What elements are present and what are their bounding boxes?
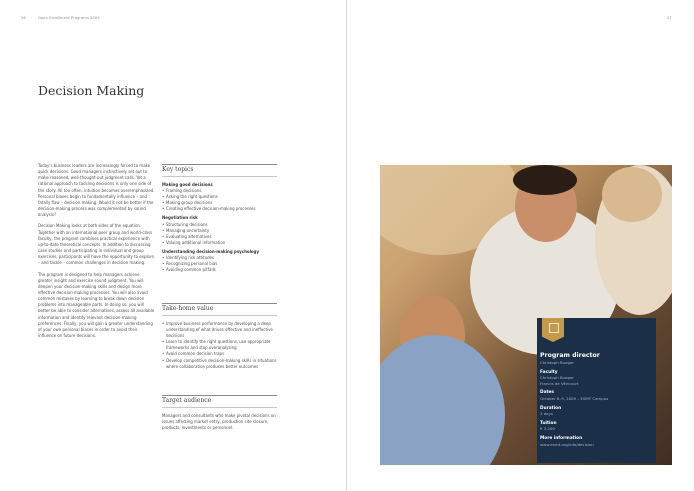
topic-list [162, 188, 277, 212]
list-item: • Structuring decisions [162, 222, 277, 228]
list-item: • Asking the right questions [162, 194, 277, 200]
list-item: • Creating effective decision-making processes [162, 206, 277, 212]
dates-value: October 6–9, 2009 – ESMT Campus [540, 395, 609, 401]
body-paragraph: The program is designed to help managers achieve greater insight and exercise sound judgment. You will deepen your decision-making skills and design more effective decision-making processes. You will also avoid common mistakes by learning to break down decision problems into manageable parts. In doing so, you will better be able to consider alternatives, assess all available information and identify relevant decision-making preferences. Finally, you will gain a greater understanding of your own personal biases in order to avoid their influence on future decisions. [38, 271, 155, 339]
director-title: Program director [540, 352, 600, 359]
body-paragraph: Today's business leaders are increasingly forced to make quick decisions. Good managers instinctively set out to make reasoned, well-thought-out judgment calls. Yet a rational approach to tackling decisions is only one side of the story. All too often, intuition becomes overemphasized. Personal biases begin to fundamentally influence – and fatally flaw – decision making. Would it not be better if the decision-making process was complemented by sound analysis? [38, 163, 155, 218]
list-item: • Evaluating alternatives [162, 234, 277, 240]
more-info-link[interactable]: www.esmt.org/info/decision [540, 441, 594, 447]
dates-label: Dates [540, 390, 554, 396]
duration-label: Duration [540, 405, 562, 411]
take-home-section [162, 303, 277, 370]
duration-value: 3 days [540, 411, 553, 417]
page-title: Decision Making [38, 83, 145, 98]
topic-group-title: Making good decisions [162, 182, 213, 187]
list-item: • Valuing additional information [162, 240, 277, 246]
topic-list [162, 255, 277, 273]
target-audience-section [162, 395, 277, 431]
list-item: • Framing decisions [162, 188, 277, 194]
body-paragraph: Decision Making looks at both sides of the equation. Together with an international peer group and world-class faculty, the program combines practical experience with up-to-date theoretical concepts. In addition to discussing case studies and participating in individual and group exercises, participants will have the opportunity to explore – and tackle – common challenges in decision making. [38, 223, 154, 266]
list-item: • Improve business performance by developing a deep understanding of what drives effective and ineffective decisions [162, 321, 277, 339]
list-item: • Avoiding common pitfalls [162, 267, 277, 273]
list-item: • Learn to identify the right questions, use appropriate frameworks and stop overanalyzing [162, 339, 277, 351]
take-home-heading: Take-home value [162, 303, 277, 316]
key-topics-heading: Key topics [162, 164, 277, 177]
more-info-label: More information [540, 435, 583, 441]
director-name: Christoph Bueger [540, 360, 574, 365]
list-item: • Develop competitive decision-making skills in situations where collaboration produces better outcomes [162, 358, 277, 370]
director-info [540, 352, 652, 447]
faculty-label: Faculty [540, 369, 558, 375]
take-home-list [162, 321, 277, 370]
tuition-label: Tuition [540, 420, 557, 426]
topic-group-title: Understanding decision-making psychology [162, 248, 260, 254]
photo-hair-center [513, 165, 577, 195]
faculty-name: Christoph Bueger [540, 375, 574, 381]
left-page-number: 26 [21, 16, 26, 20]
target-audience-heading: Target audience [162, 395, 277, 408]
topic-group-title: Negotiation risk [162, 215, 198, 221]
list-item: • Recognizing personal bias [162, 261, 277, 267]
list-item: • Identifying risk attitudes [162, 255, 277, 261]
running-header: Open Enrollment Programs 2009 [38, 16, 100, 20]
tuition-value: € 3,200 [540, 426, 555, 432]
target-audience-text: Managers and consultants who make pivotal decisions on issues affecting market entry, production site closure, products, investments or personnel. [162, 413, 276, 431]
key-topics-section [162, 164, 277, 273]
intro-text [38, 163, 155, 344]
faculty-name: Francis de Véricourt [540, 380, 579, 386]
list-item: • Avoid common decision traps [162, 351, 277, 357]
right-page-number: 27 [667, 16, 672, 20]
list-item: • Managing uncertainty [162, 228, 277, 234]
photo-shirt-left [380, 335, 505, 465]
list-item: • Making group decisions [162, 200, 277, 206]
topic-list [162, 222, 277, 246]
photo-face-right [602, 167, 662, 222]
